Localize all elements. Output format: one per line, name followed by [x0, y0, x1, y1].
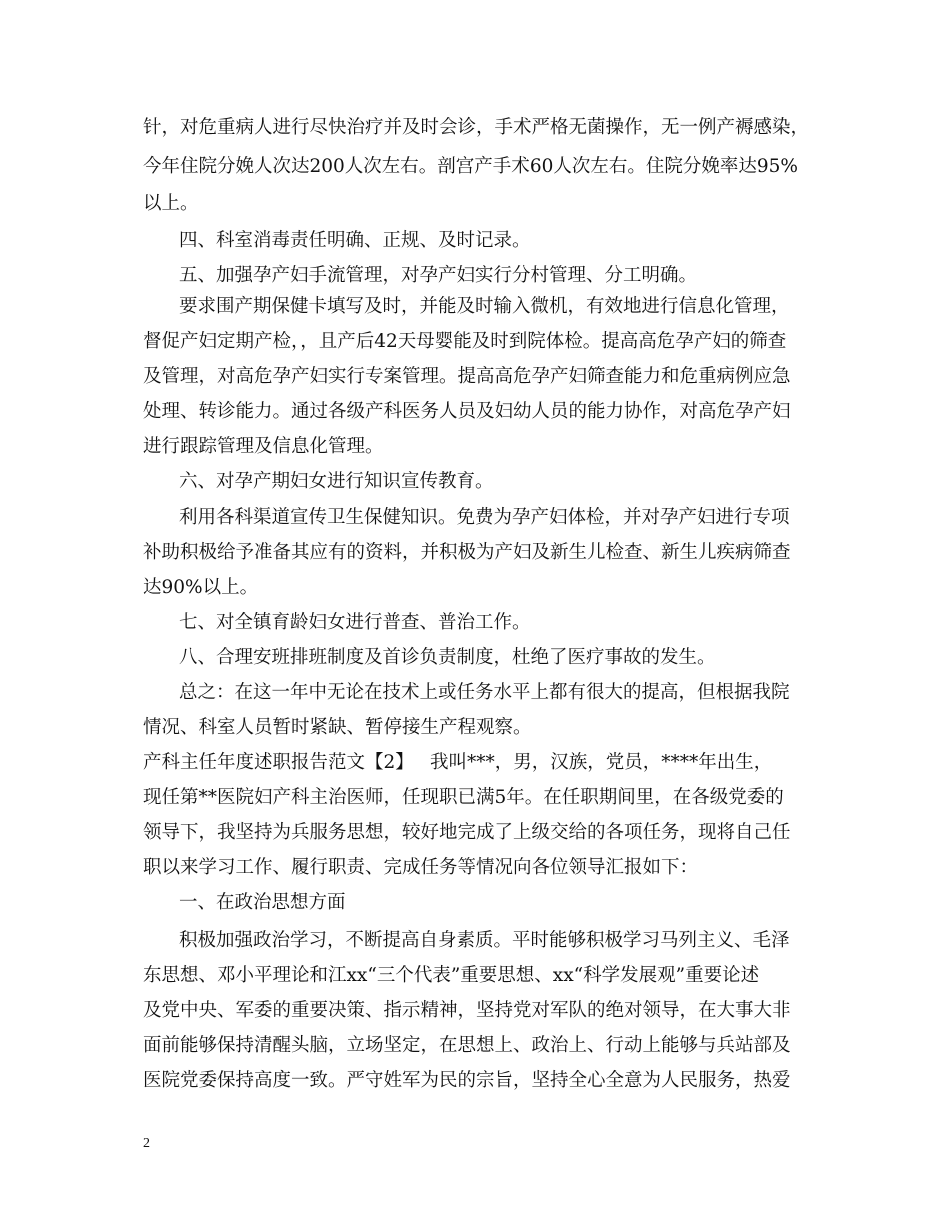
- line-text: 补助积极给予准备其应有的资料，并积极为产妇及新生儿检查、新生儿疾病筛查: [143, 542, 791, 563]
- line-text: 五、加强孕产妇手流管理，对孕产妇实行分村管理、分工明确。: [179, 265, 698, 286]
- line-text: 针，对危重病人进行尽快治疗并及时会诊，手术严格无菌操作，无一例产褥感染，: [143, 117, 810, 138]
- line-text: 一、在政治思想方面: [179, 892, 346, 913]
- line-text: 七、对全镇育龄妇女进行普查、普治工作。: [179, 612, 531, 633]
- line-text: 四、科室消毒责任明确、正规、及时记录。: [179, 230, 531, 251]
- line-text: 督促产妇定期产检，，且产后42天母婴能及时到院体检。提高高危孕产妇的筛查: [143, 331, 787, 352]
- line-text: 总之：在这一年中无论在技术上或任务水平上都有很大的提高，但根据我院: [179, 682, 790, 703]
- line-text: 八、合理安班排班制度及首诊负责制度，杜绝了医疗事故的发生。: [179, 647, 716, 668]
- line-text: 领导下，我坚持为兵服务思想，较好地完成了上级交给的各项任务，现将自己任: [143, 822, 791, 843]
- line-text: 职以来学习工作、履行职责、完成任务等情况向各位领导汇报如下：: [143, 857, 699, 878]
- line-text: 进行跟踪管理及信息化管理。: [143, 436, 384, 457]
- line-text: 及管理，对高危孕产妇实行专案管理。提高高危孕产妇筛查能力和危重病例应急: [143, 366, 791, 387]
- line-text: 现任第**医院妇产科主治医师，任现职已满5年。在任职期间里，在各级党委的: [143, 787, 784, 808]
- line-text: 利用各科渠道宣传卫生保健知识。免费为孕产妇体检，并对孕产妇进行专项: [179, 507, 790, 528]
- line-text: 六、对孕产期妇女进行知识宣传教育。: [179, 471, 494, 492]
- line-text: 面前能够保持清醒头脑，立场坚定，在思想上、政治上、行动上能够与兵站部及: [143, 1035, 791, 1056]
- line-text: 及党中央、军委的重要决策、指示精神，坚持党对军队的绝对领导，在大事大非: [143, 1000, 791, 1021]
- line-text: 积极加强政治学习，不断提高自身素质。平时能够积极学习马列主义、毛泽: [179, 930, 790, 951]
- line-text: 要求围产期保健卡填写及时，并能及时输入微机，有效地进行信息化管理，: [179, 296, 790, 317]
- line-text: 以上。: [143, 193, 199, 214]
- line-text: 我叫***，男，汉族，党员，****年出生，: [430, 752, 773, 773]
- section-title: 产科主任年度述职报告范文【2】: [143, 752, 414, 773]
- line-text: 医院党委保持高度一致。严守姓军为民的宗旨，坚持全心全意为人民服务，热爱: [143, 1070, 791, 1091]
- line-text: 东思想、邓小平理论和江xx“三个代表”重要思想、xx“科学发展观”重要论述: [143, 965, 760, 986]
- line-text: 达90%以上。: [143, 577, 259, 598]
- line-text: 处理、转诊能力。通过各级产科医务人员及妇幼人员的能力协作，对高危孕产妇: [143, 401, 791, 422]
- line-text: 情况、科室人员暂时紧缺、暂停接生产程观察。: [143, 717, 532, 738]
- line-text: 今年住院分娩人次达200人次左右。剖宫产手术60人次左右。住院分娩率达95%: [143, 156, 798, 177]
- page-number: 2: [143, 1136, 150, 1151]
